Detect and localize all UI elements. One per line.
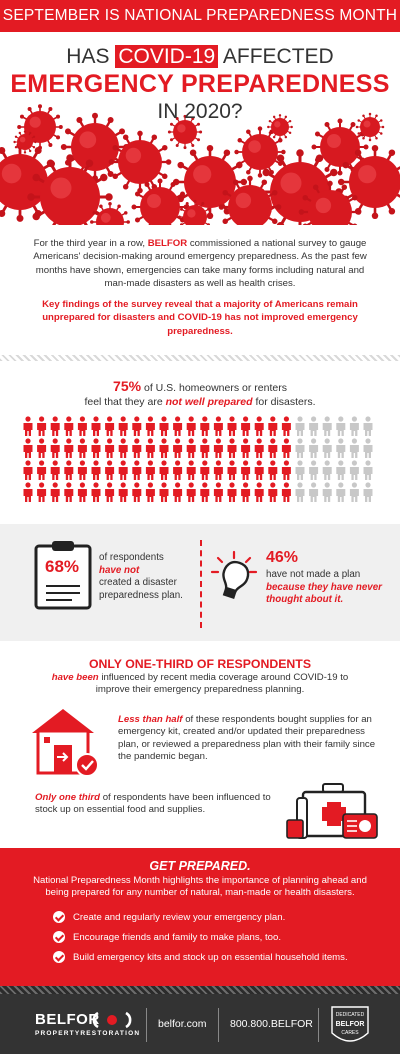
emergency-kit-icon — [283, 776, 383, 842]
person-icon — [296, 438, 305, 458]
person-icon — [37, 482, 46, 502]
person-icon — [228, 482, 237, 502]
person-icon — [268, 438, 277, 458]
person-icon — [78, 416, 87, 436]
person-icon — [241, 482, 250, 502]
person-icon — [146, 460, 155, 480]
person-icon — [64, 438, 73, 458]
person-icon — [309, 482, 318, 502]
person-icon — [24, 438, 33, 458]
person-icon — [241, 416, 250, 436]
stat-68-text: of respondents have not created a disaster preparedness plan. — [99, 552, 183, 601]
check-icon — [53, 931, 65, 943]
belfor-mark-icon — [92, 1011, 132, 1029]
phone-link[interactable]: 800.800.BELFOR — [230, 1018, 313, 1030]
person-icon — [200, 416, 209, 436]
person-icon — [51, 438, 60, 458]
person-icon — [228, 438, 237, 458]
person-icon — [91, 482, 100, 502]
person-icon — [350, 416, 359, 436]
person-icon — [268, 460, 277, 480]
person-icon — [228, 416, 237, 436]
person-icon — [241, 460, 250, 480]
person-icon — [336, 482, 345, 502]
person-icon — [173, 416, 182, 436]
person-icon — [24, 416, 33, 436]
person-icon — [105, 460, 114, 480]
stat-75: 75% of U.S. homeowners or renters feel that they are not well prepared for disasters. — [84, 378, 316, 408]
house-icon — [30, 707, 102, 777]
person-icon — [214, 482, 223, 502]
person-icon — [350, 460, 359, 480]
person-icon — [350, 482, 359, 502]
person-icon — [268, 416, 277, 436]
footer-separator — [146, 1008, 147, 1042]
website-link[interactable]: belfor.com — [158, 1018, 207, 1030]
person-icon — [282, 416, 291, 436]
person-icon — [282, 482, 291, 502]
person-icon — [214, 416, 223, 436]
person-icon — [296, 416, 305, 436]
person-icon — [255, 460, 264, 480]
person-icon — [173, 460, 182, 480]
person-icon — [91, 438, 100, 458]
person-icon — [214, 438, 223, 458]
person-icon — [255, 438, 264, 458]
person-icon — [37, 438, 46, 458]
person-icon — [282, 460, 291, 480]
person-icon — [187, 482, 196, 502]
covid-highlight: COVID-19 — [115, 45, 218, 68]
person-icon — [309, 416, 318, 436]
person-icon — [200, 438, 209, 458]
divider-stripe-1 — [0, 355, 400, 361]
belfor-logo[interactable]: BELFOR — [35, 1011, 100, 1028]
get-prepared-text: National Preparedness Month highlights the importance of planning ahead and being prepared for any number of natural, man-made or health disasters. — [33, 875, 367, 899]
person-icon — [309, 438, 318, 458]
svg-text:CARES: CARES — [341, 1030, 359, 1036]
person-icon — [336, 460, 345, 480]
person-icon — [336, 416, 345, 436]
svg-text:DEDICATED: DEDICATED — [335, 1012, 365, 1018]
top-banner — [0, 0, 400, 32]
list-item: Encourage friends and family to make plans, too. — [53, 931, 383, 951]
person-icon — [364, 438, 373, 458]
person-icon — [296, 460, 305, 480]
person-icon — [51, 416, 60, 436]
person-icon — [364, 482, 373, 502]
stat-46-pct: 46% — [266, 549, 299, 566]
intro-brand: BELFOR — [147, 238, 188, 249]
belfor-tagline: PROPERTYRESTORATION — [35, 1030, 141, 1037]
person-icon — [24, 482, 33, 502]
person-icon — [132, 482, 141, 502]
person-icon — [119, 416, 128, 436]
stat-46-text: have not made a plan because they have never thought about it. — [266, 569, 382, 605]
person-icon — [323, 460, 332, 480]
person-icon — [309, 460, 318, 480]
key-findings: Key findings of the survey reveal that a majority of Americans remain unprepared for disasters and COVID-19 has not improved emergency preparedness. — [42, 299, 358, 337]
person-icon — [160, 416, 169, 436]
belfor-cares-badge — [328, 1003, 372, 1049]
half-text: Less than half of these respondents bought supplies for an emergency kit, created and/or updated their preparedness plan, or reviewed a preparedness plan with their family since the pandemic began. — [118, 714, 376, 763]
stat-68-pct: 68% — [44, 557, 80, 576]
person-icon — [173, 438, 182, 458]
person-icon — [173, 482, 182, 502]
person-icon — [132, 416, 141, 436]
person-icon — [160, 482, 169, 502]
stat-75-pct: 75% — [113, 378, 142, 394]
onethird-heading: ONLY ONE-THIRD OF RESPONDENTS — [88, 657, 312, 671]
hero — [0, 32, 400, 225]
person-icon — [146, 482, 155, 502]
onethird-text: have been influenced by recent media coverage around COVID-19 to improve their emergency preparedness planning. — [51, 672, 349, 696]
person-icon — [323, 482, 332, 502]
get-prepared-heading: GET PREPARED. — [149, 859, 251, 873]
person-icon — [282, 438, 291, 458]
person-icon — [132, 438, 141, 458]
person-icon — [336, 438, 345, 458]
people-pictogram — [22, 416, 378, 506]
person-icon — [78, 460, 87, 480]
person-icon — [119, 438, 128, 458]
person-icon — [146, 438, 155, 458]
footer-separator — [218, 1008, 219, 1042]
person-icon — [64, 460, 73, 480]
person-icon — [323, 416, 332, 436]
person-icon — [146, 416, 155, 436]
person-icon — [91, 460, 100, 480]
person-icon — [187, 460, 196, 480]
person-icon — [200, 460, 209, 480]
virus-particle — [109, 131, 172, 194]
person-icon — [91, 416, 100, 436]
person-icon — [119, 482, 128, 502]
person-icon — [323, 438, 332, 458]
person-icon — [214, 460, 223, 480]
person-icon — [241, 438, 250, 458]
svg-text:BELFOR: BELFOR — [335, 1021, 365, 1028]
person-icon — [51, 460, 60, 480]
stats-divider — [200, 540, 202, 628]
food-text: Only one third of respondents have been influenced to stock up on essential food and supplies. — [35, 792, 271, 816]
person-icon — [64, 416, 73, 436]
person-icon — [255, 482, 264, 502]
person-icon — [132, 460, 141, 480]
get-prepared-list — [53, 911, 383, 971]
person-icon — [187, 416, 196, 436]
person-icon — [64, 482, 73, 502]
person-icon — [37, 460, 46, 480]
hero-line-1: HAS COVID-19 AFFECTED — [66, 45, 334, 68]
list-item: Create and regularly review your emergency plan. — [53, 911, 383, 931]
person-icon — [37, 416, 46, 436]
person-icon — [228, 460, 237, 480]
person-icon — [364, 416, 373, 436]
person-icon — [24, 460, 33, 480]
person-icon — [78, 438, 87, 458]
person-icon — [350, 438, 359, 458]
list-item: Build emergency kits and stock up on essential household items. — [53, 951, 383, 971]
banner-text: SEPTEMBER IS NATIONAL PREPAREDNESS MONTH — [2, 7, 398, 24]
hero-line-3: IN 2020? — [157, 100, 243, 123]
person-icon — [160, 460, 169, 480]
person-icon — [105, 416, 114, 436]
person-icon — [268, 482, 277, 502]
person-icon — [255, 416, 264, 436]
person-icon — [200, 482, 209, 502]
lightbulb-icon — [209, 550, 259, 604]
person-icon — [296, 482, 305, 502]
person-icon — [105, 438, 114, 458]
footer-stripe — [0, 986, 400, 994]
person-icon — [119, 460, 128, 480]
person-icon — [187, 438, 196, 458]
intro-paragraph: For the third year in a row, BELFOR commissioned a national survey to gauge Americans' decision-making around emergency preparedness. As the past few months have shown, emergencies can take many forms including natural and man-made disasters as well as health crises. — [33, 238, 367, 289]
person-icon — [51, 482, 60, 502]
check-icon — [53, 951, 65, 963]
footer-separator — [318, 1008, 319, 1042]
check-icon — [53, 911, 65, 923]
person-icon — [105, 482, 114, 502]
hero-line-2: EMERGENCY PREPAREDNESS — [10, 70, 390, 98]
person-icon — [364, 460, 373, 480]
person-icon — [78, 482, 87, 502]
person-icon — [160, 438, 169, 458]
